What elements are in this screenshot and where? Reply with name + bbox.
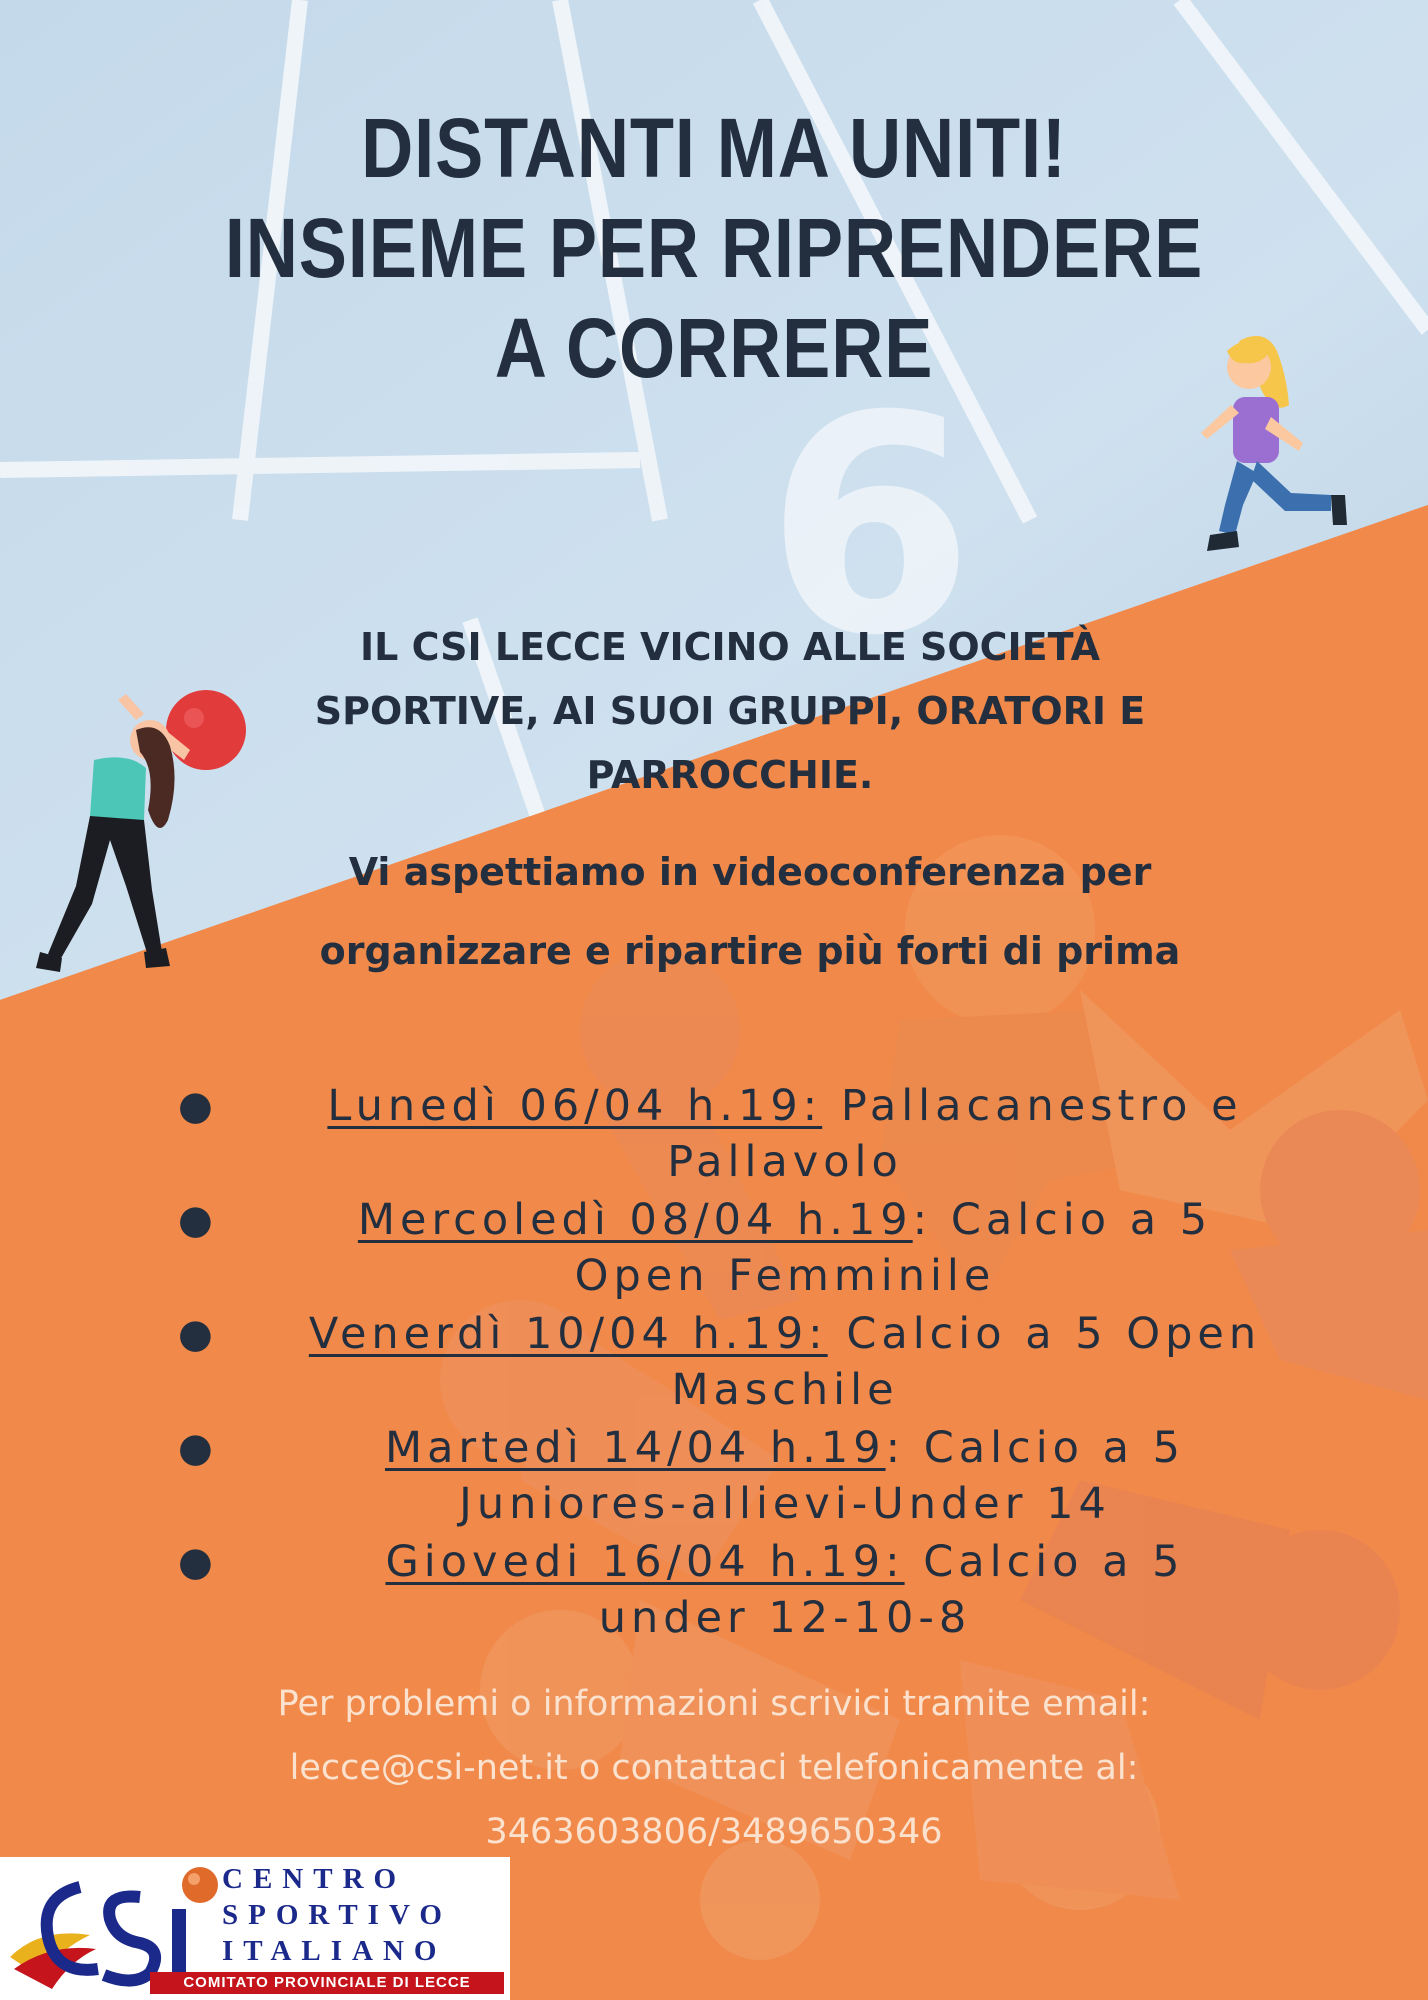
- invite-line-1: [250, 840, 1250, 904]
- intro-line-1: IL CSI LECCE VICINO ALLE SOCIETÀ: [359, 625, 1101, 669]
- csi-logo: [0, 1857, 510, 2000]
- schedule-date: Mercoledì 08/04 h.19: [357, 1195, 913, 1245]
- schedule-item-5: [210, 1534, 1360, 1590]
- invite-line-2: organizzare e ripartire più forti di prima: [319, 929, 1181, 973]
- title-line-2: INSIEME PER RIPRENDERE: [224, 201, 1204, 295]
- schedule-item-3-cont: Maschile: [671, 1365, 899, 1415]
- logo-word-centro: CENTRO: [222, 1863, 407, 1895]
- schedule-activity: : Calcio a 5: [885, 1423, 1185, 1473]
- title-line-3: A CORRERE: [494, 301, 934, 395]
- contact-email-line: lecce@csi-net.it o contattaci telefonicamente al:: [289, 1748, 1139, 1788]
- bullet: ●: [178, 1425, 213, 1471]
- schedule-item-1-cont: Pallavolo: [667, 1137, 903, 1187]
- schedule-activity: Pallacanestro e: [840, 1081, 1243, 1131]
- contact-phone-line: 3463603806/3489650346: [485, 1812, 943, 1852]
- logo-word-italiano: ITALIANO: [222, 1935, 447, 1967]
- intro-line-2: SPORTIVE, AI SUOI GRUPPI, ORATORI E: [314, 689, 1146, 733]
- intro-line-3: PARROCCHIE.: [586, 753, 874, 797]
- schedule-item-3: [210, 1306, 1360, 1362]
- invite-prefix: Vi: [348, 850, 391, 894]
- bullet: ●: [178, 1083, 213, 1129]
- track-lane-number: 6: [765, 352, 975, 701]
- schedule-item-5-cont: under 12-10-8: [598, 1593, 972, 1643]
- schedule-item-1: [210, 1078, 1360, 1134]
- bullet: ●: [178, 1311, 213, 1357]
- schedule-item-2-cont: Open Femminile: [574, 1251, 996, 1301]
- contact-line-1: Per problemi o informazioni scrivici tramite email:: [277, 1684, 1151, 1724]
- bullet: ●: [178, 1539, 213, 1585]
- bullet: ●: [178, 1197, 213, 1243]
- schedule-date: Martedì 14/04 h.19: [384, 1423, 886, 1473]
- schedule-activity: Calcio a 5: [923, 1537, 1185, 1587]
- schedule-date: Lunedì 06/04 h.19:: [327, 1081, 823, 1131]
- logo-word-sportivo: SPORTIVO: [222, 1899, 452, 1931]
- schedule-item-4: [210, 1420, 1360, 1476]
- schedule-item-4-cont: Juniores-allievi-Under 14: [459, 1479, 1111, 1529]
- schedule-date: Venerdì 10/04 h.19:: [308, 1309, 828, 1359]
- schedule-date: Giovedi 16/04 h.19:: [385, 1537, 905, 1587]
- invite-line-1-rest: aspettiamo in videoconferenza per: [403, 850, 1152, 894]
- schedule-activity: Calcio a 5 Open: [846, 1309, 1262, 1359]
- schedule-activity: : Calcio a 5: [912, 1195, 1213, 1245]
- logo-band: COMITATO PROVINCIALE DI LECCE: [150, 1972, 504, 1994]
- schedule-item-2: [210, 1192, 1360, 1248]
- title-line-1: DISTANTI MA UNITI!: [361, 101, 1067, 195]
